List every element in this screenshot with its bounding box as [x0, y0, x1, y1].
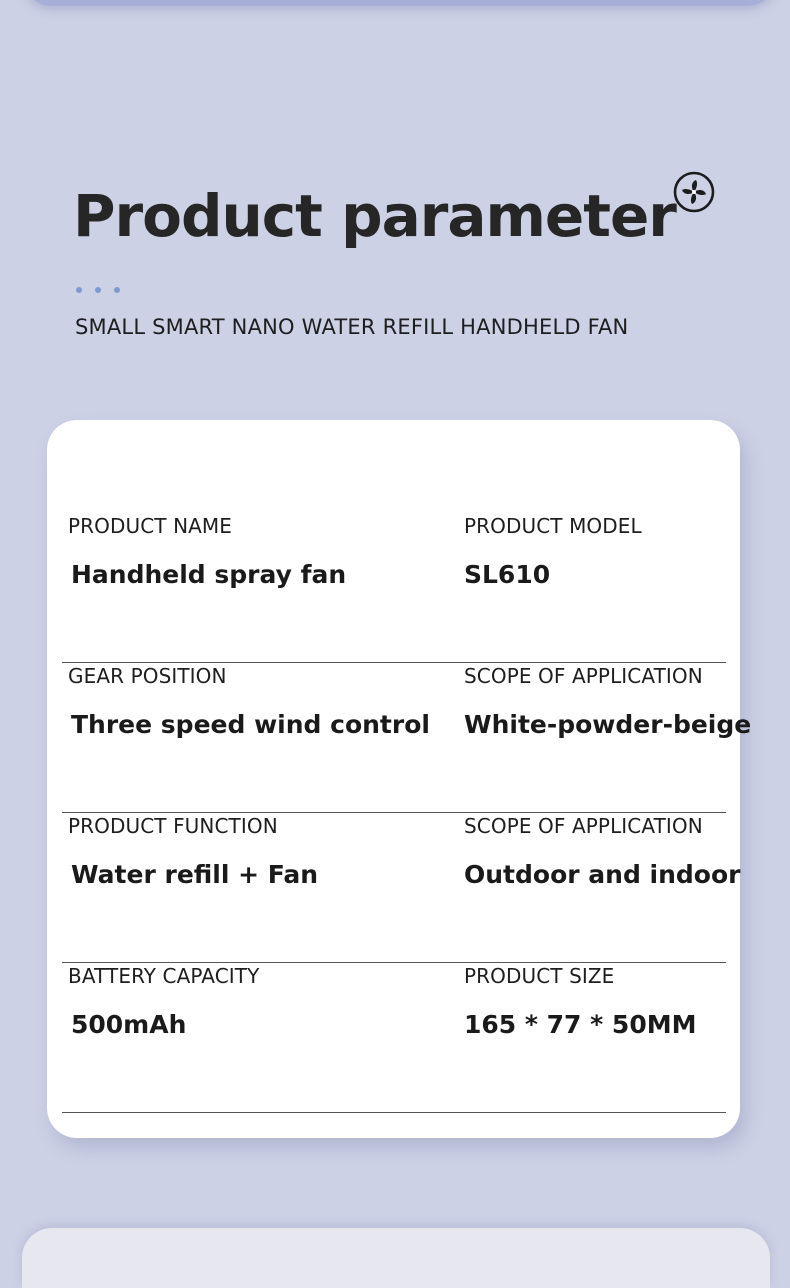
spec-row — [62, 814, 741, 963]
bottom-decorative-band — [22, 1228, 770, 1288]
spec-value: 500mAh — [71, 1010, 187, 1039]
spec-card — [47, 420, 752, 1138]
spec-value: SL610 — [464, 560, 551, 589]
spec-value: Outdoor and indoor — [464, 860, 741, 889]
page-subtitle: SMALL SMART NANO WATER REFILL HANDHELD FAN — [75, 315, 629, 339]
spec-label: SCOPE OF APPLICATION — [464, 814, 703, 838]
dot — [95, 287, 101, 293]
spec-label: GEAR POSITION — [68, 664, 227, 688]
spec-label: PRODUCT FUNCTION — [68, 814, 278, 838]
dot — [114, 287, 120, 293]
spec-row — [62, 664, 752, 813]
spec-label: PRODUCT MODEL — [464, 514, 642, 538]
spec-value: White-powder-beige — [464, 710, 752, 739]
dot — [76, 287, 82, 293]
spec-value: Three speed wind control — [71, 710, 430, 739]
top-decorative-band — [22, 0, 777, 6]
spec-value: 165 * 77 * 50MM — [464, 1010, 697, 1039]
decorative-dots — [76, 287, 120, 293]
spec-label: PRODUCT NAME — [68, 514, 233, 538]
spec-row — [62, 964, 726, 1113]
spec-value: Water refill + Fan — [71, 860, 319, 889]
spec-value: Handheld spray fan — [71, 560, 347, 589]
spec-label: BATTERY CAPACITY — [68, 964, 260, 988]
spec-row — [62, 514, 726, 663]
spec-label: PRODUCT SIZE — [464, 964, 615, 988]
fan-icon — [673, 171, 715, 213]
page-title: Product parameter — [73, 182, 676, 250]
spec-label: SCOPE OF APPLICATION — [464, 664, 703, 688]
